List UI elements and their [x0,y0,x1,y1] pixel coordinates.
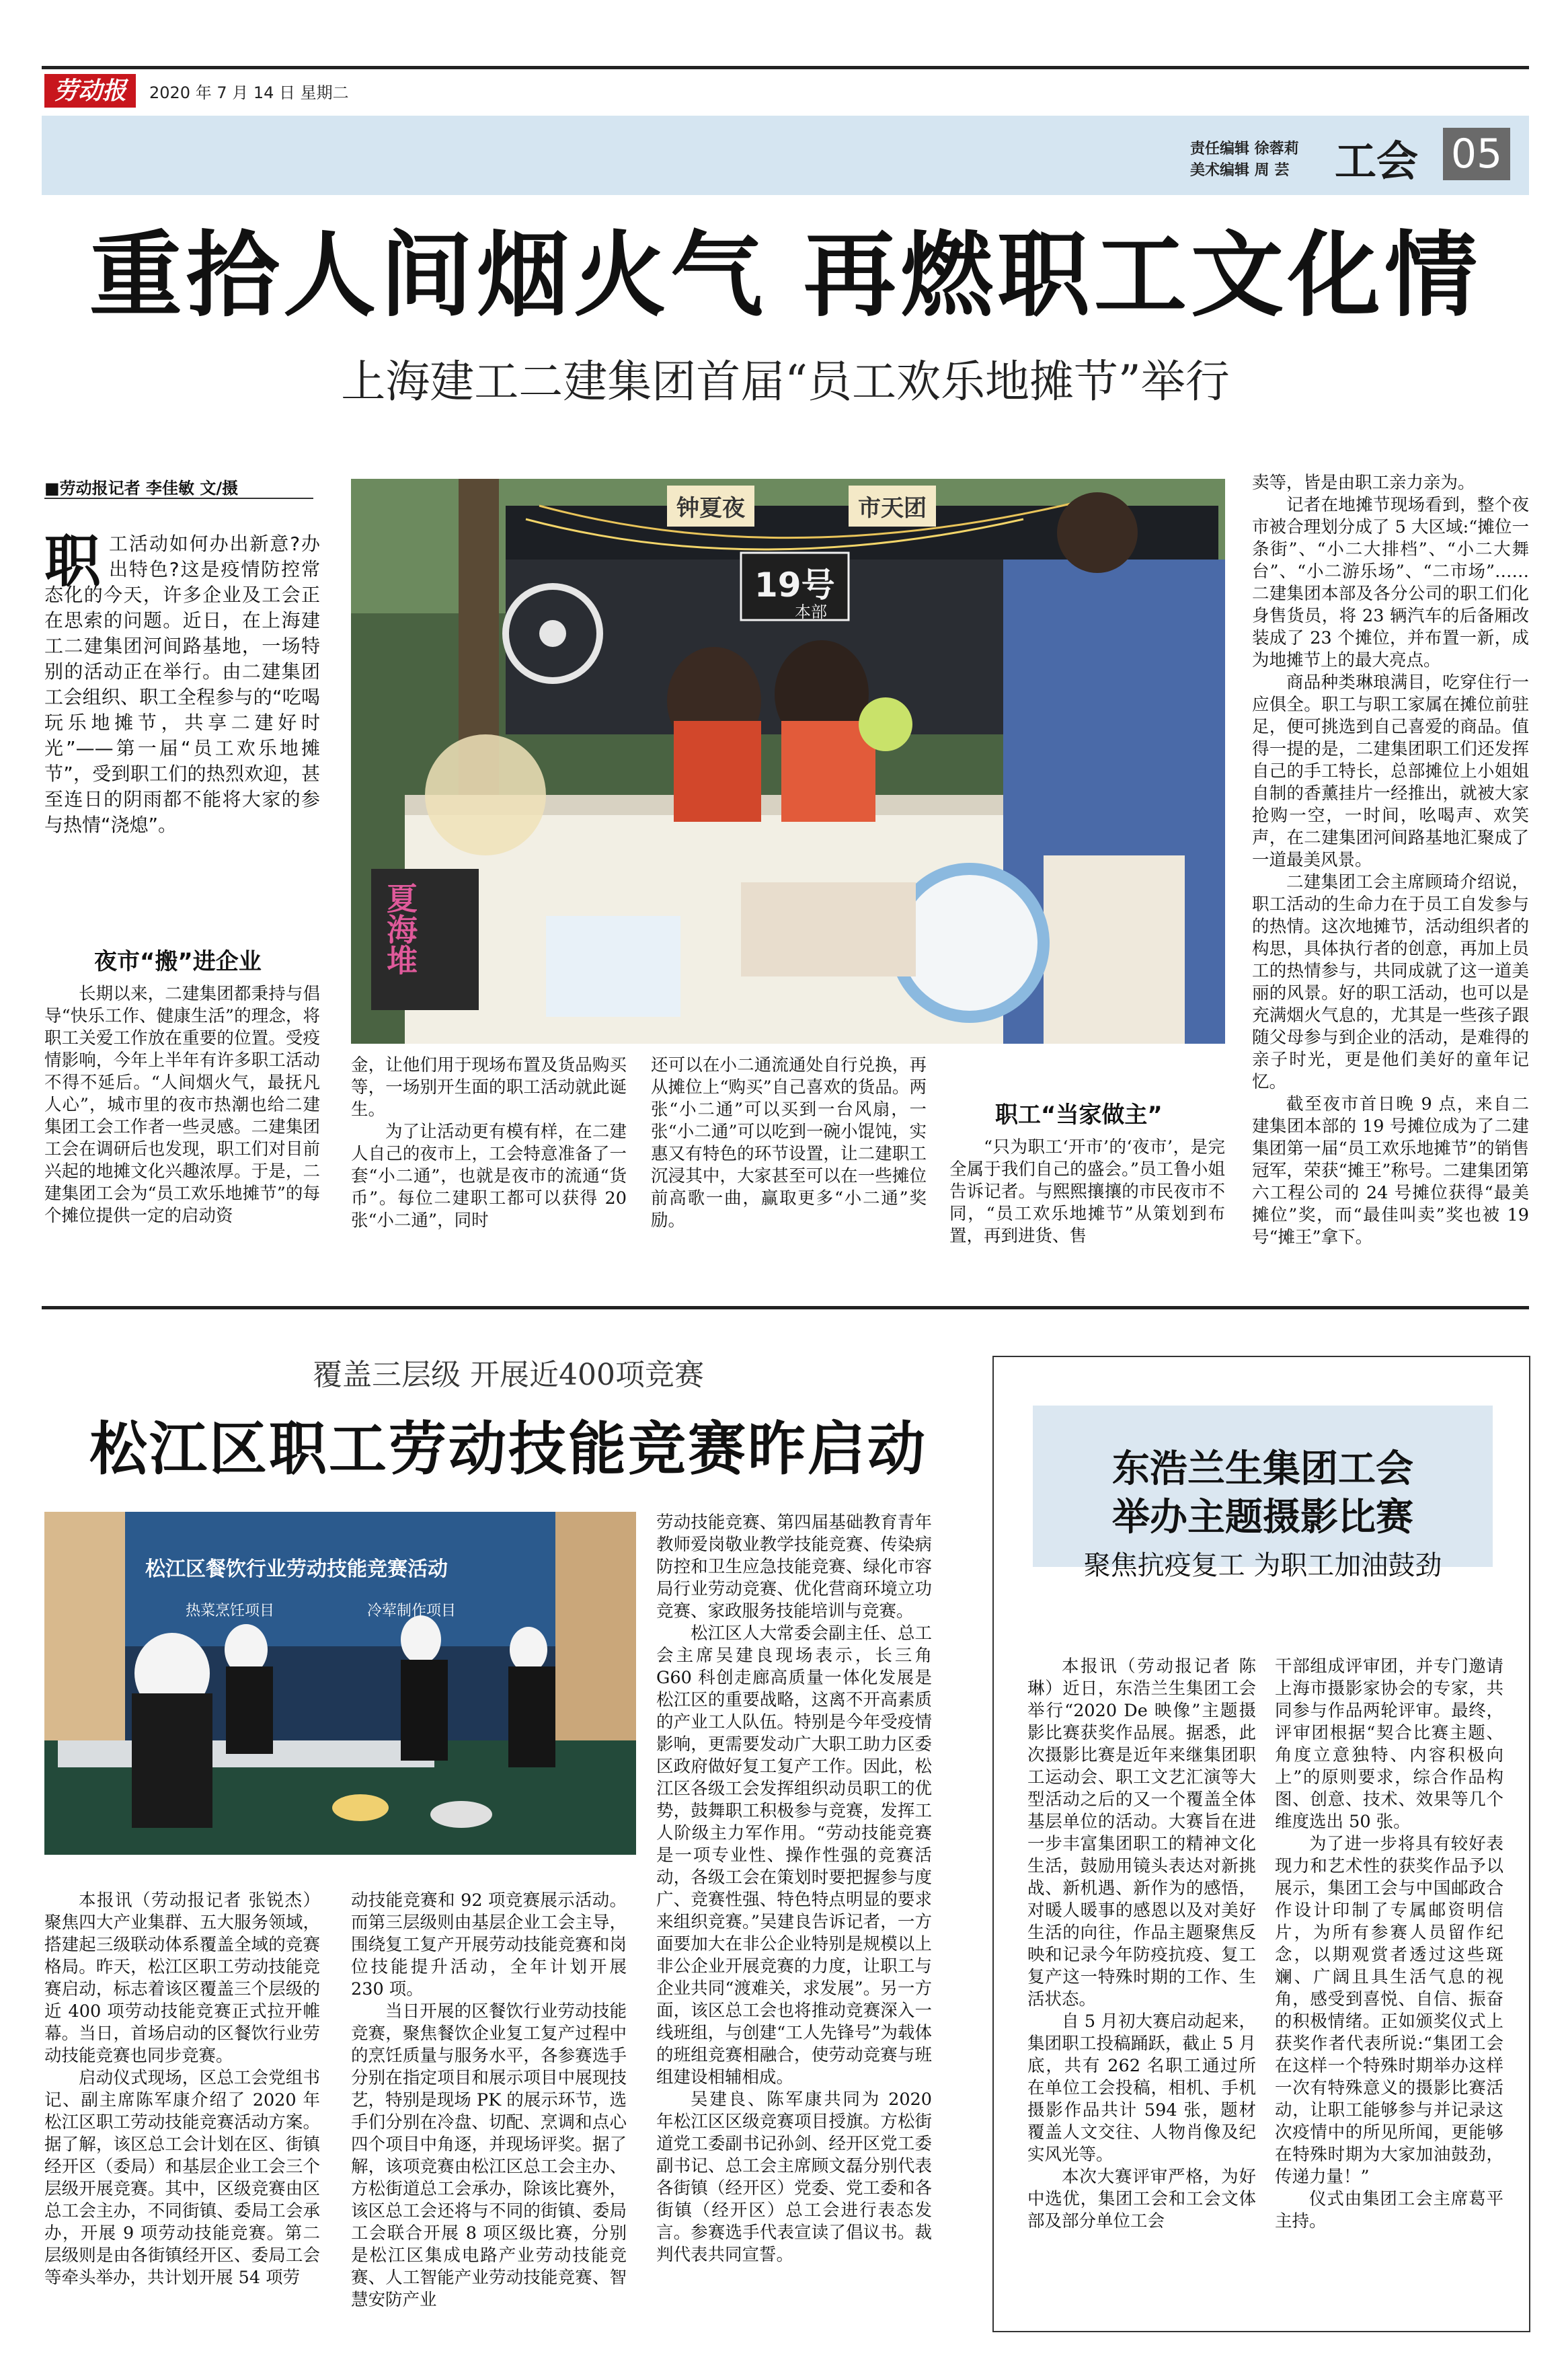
contest-screen-title: 松江区餐饮行业劳动技能竞赛活动 [145,1558,448,1581]
lead-headline: 重拾人间烟火气 再燃职工文化情 [89,221,1482,330]
editor-line-2: 美术编辑 周 芸 [1190,162,1290,179]
article2-kicker: 覆盖三层级 开展近400项竞赛 [313,1358,704,1392]
article3-headline-2: 举办主题摄影比赛 [1112,1496,1413,1539]
contest-screen-item-1: 冷荤制作项目 [367,1603,457,1619]
lead-col-3 [651,1054,927,1299]
photo-sign-1: 钟夏夜 [667,486,754,527]
drop-cap: 职 [44,529,102,594]
lead-col-5-text-e: 截至夜市首日晚 9 点，来自二建集团本部的 19 号摊位成为了二建集团第一届“员工欢乐地摊节”的销售冠军，荣获“摊王”称号。二建集团第六工程公司的 24 号摊位获得“最美摊位”奖，而“最佳叫卖”奖也被 19 号“摊王”拿下。 [1252,1094,1529,1247]
article2-col-1 [44,1890,320,2334]
lead-intro [44,531,320,838]
article2-col-3-text-c: 吴建良、陈军康共同为 2020 年松江区区级竞赛项目授旗。方松街道党工委副书记孙剑、经开区党工委副书记、总工会主席顾文磊分别代表各街镇（经开区）党委、党工委和各街镇（经开区）总工会进行表态发言。参赛选手代表宣读了倡议书。裁判代表共同宣誓。 [656,2089,932,2265]
page-number: 05 [1443,128,1510,180]
date-line: 2020 年 7 月 14 日 星期二 [149,83,349,102]
photo-sign-3: 19号 [754,566,835,605]
article3-headline-1: 东浩兰生集团工会 [1112,1447,1413,1491]
lead-col-5-text-d: 二建集团工会主席顾琦介绍说，职工活动的生命力在于员工自发参与的热情。这次地摊节，活动组织者的构思，具体执行者的创意，再加上员工的热情参与，共同成就了这一道美丽的风景。好的职工活动，也可以是充满烟火气息的，尤其是一些孩子跟随父母参与到企业的活动，是难得的亲子时光，更是他们美好的童年记忆。 [1252,872,1529,1092]
article2-headline: 松江区职工劳动技能竞赛昨启动 [89,1416,927,1483]
article2-col-2-text: 动技能竞赛和 92 项竞赛展示活动。而第三层级则由基层企业工会主导，围绕复工复产开展劳动技能竞赛和岗位技能提升活动，全年计划开展 230 项。 [351,1890,627,1999]
lead-subhead-2: 职工“当家做主” [995,1102,1163,1128]
lead-col-5-text-a: 卖等，皆是由职工亲力亲为。 [1252,473,1475,493]
contest-screen-item-2: 热菜烹饪项目 [186,1603,275,1619]
article2-col-3 [656,1512,932,2334]
photo-sign-2: 市天团 [849,486,936,527]
lead-subhead-1: 夜市“搬”进企业 [94,948,262,975]
lead-col-5 [1252,472,1529,1301]
article3-col-2 [1275,1656,1503,2321]
article2-col-1-text: 本报讯（劳动报记者 张锐杰）聚焦四大产业集群、五大服务领域，搭建起三级联动体系覆盖全域的竞赛格局。昨天，松江区职工劳动技能竞赛启动，标志着该区覆盖三个层级的近 400 项劳动技能竞赛正式拉开帷幕。当日，首场启动的区餐饮行业劳动技能竞赛也同步竞赛。 [44,1890,320,2066]
article3-col-1-text: 本报讯（劳动报记者 陈琳）近日，东浩兰生集团工会举行“2020 De 映像”主题摄影比赛获奖作品展。据悉，此次摄影比赛是近年来继集团职工运动会、职工文艺汇演等大型活动之后的又一个覆盖全体基层单位的活动。大赛旨在进一步丰富集团职工的精神文化生活，鼓励用镜头表达对新挑战、新机遇、新作为的感悟，对暖人暖事的感恩以及对美好生活的向往，作品主题聚焦反映和记录今年防疫抗疫、复工复产这一特殊时期的工作、生活状态。 [1027,1656,1256,2009]
lead-col-2-text-a: 金，让他们用于现场布置及货品购买等，一场别开生面的职工活动就此诞生。 [351,1055,627,1120]
article3-subheadline: 聚焦抗疫复工 为职工加油鼓劲 [1083,1550,1442,1581]
article3-col-1-text-b: 自 5 月初大赛启动起来，集团职工投稿踊跃，截止 5 月底，共有 262 名职工通过所在单位工会投稿，相机、手机摄影作品共计 594 张，题材覆盖人文交往、人物肖像及纪实风光等。 [1027,2011,1256,2165]
article3-col-1 [1027,1656,1256,2321]
article2-col-3-text: 劳动技能竞赛、第四届基础教育青年教师爱岗敬业教学技能竞赛、传染病防控和卫生应急技能竞赛、绿化市容局行业劳动竞赛、优化营商环境立功竞赛、家政服务技能培训与竞赛。 [656,1512,932,1621]
byline-rule [44,498,313,499]
lead-col-1-text: 长期以来，二建集团都秉持与倡导“快乐工作、健康生活”的理念，将职工关爱工作放在重要的位置。受疫情影响，今年上半年有许多职工活动不得不延后。“人间烟火气，最抚凡人心”，城市里的夜市热潮也给二建集团工会工作者一些灵感。二建集团工会在调研后也发现，职工们对目前兴起的地摊文化兴趣浓厚。于是，二建集团工会为“员工欢乐地摊节”的每个摊位提供一定的启动资 [44,984,320,1226]
lead-col-3-text: 还可以在小二通流通处自行兑换，再从摊位上“购买”自己喜欢的货品。两张“小二通”可以买到一台风扇，一张“小二通”可以吃到一碗小馄饨，实惠又有特色的环节设置，让二建职工沉浸其中，大家甚至可以在一些摊位前高歌一曲，赢取更多“小二通”奖励。 [651,1055,927,1231]
editor-line-1: 责任编辑 徐蓉莉 [1190,141,1299,157]
lead-byline: ■劳动报记者 李佳敏 文/摄 [44,479,239,498]
lead-col-1 [44,983,320,1299]
photo-sign-4: 本部 [795,603,827,621]
lead-col-2-text-b: 为了让活动更有模有样，在二建人自己的夜市上，工会特意准备了一套“小二通”，也就是夜市的流通“货币”。每位二建职工都可以获得 20 张“小二通”，同时 [351,1122,627,1231]
article2-col-1-text-b: 启动仪式现场，区总工会党组书记、副主席陈军康介绍了 2020 年松江区职工劳动技能竞赛活动方案。据了解，该区总工会计划在区、街镇经开区（委局）和基层企业工会三个层级开展竞赛。其中，区级竞赛由区总工会主办，不同街镇、委局工会承办，开展 9 项劳动技能竞赛。第二层级则是由各街镇经开区、委局工会等牵头举办，共计划开展 54 项劳 [44,2068,320,2288]
article2-col-3-text-b: 松江区人大常委会副主任、总工会主席吴建良现场表示，长三角 G60 科创走廊高质量一体化发展是松江区的重要战略，这离不开高素质的产业工人队伍。特别是今年受疫情影响，更需要发动广大职工助力区委区政府做好复工复产工作。因此，松江区各级工会发挥组织动员职工的优势，鼓舞职工积极参与竞赛，发挥工人阶级主力军作用。“劳动技能竞赛是一项专业性、操作性强的竞赛活动，各级工会在策划时要把握参与度广、竞赛性强、特色特点明显的要求来组织竞赛。”吴建良告诉记者，一方面要加大在非公企业特别是规模以上非公企业开展竞赛的力度，让职工与企业共同“渡难关，求发展”。另一方面，该区总工会也将推动竞赛深入一线班组，与创建“工人先锋号”为载体的班组竞赛相融合，使劳动竞赛与班组建设相辅相成。 [656,1623,932,2087]
article3-col-2-text-c: 仪式由集团工会主席葛平主持。 [1275,2189,1503,2231]
logo: 劳动报 [44,74,136,108]
top-rule [42,66,1529,69]
article3-col-2-text-b: 为了进一步将具有较好表现力和艺术性的获奖作品予以展示，集团工会与中国邮政合作设计印制了专属邮资明信片，为所有参赛人员留作纪念，以期观赏者透过这些斑斓、广阔且具生活气息的视角，感受到喜悦、自信、振奋的积极情绪。正如颁奖仪式上获奖作者代表所说:“集团工会在这样一个特殊时期举办这样一次有特殊意义的摄影比赛活动，让职工能够参与并记录这次疫情中的所见所闻，更能够在特殊时期为大家加油鼓劲，传递力量！” [1275,1834,1503,2187]
lead-intro-text: 工活动如何办出新意?办出特色?这是疫情防控常态化的今天，许多企业及工会正在思索的问题。近日，在上海建工二建集团河间路基地，一场特别的活动正在举行。由二建集团工会组织、职工全程参与的“吃喝玩乐地摊节，共享二建好时光”——第一届“员工欢乐地摊节”，受到职工们的热烈欢迎，甚至连日的阴雨都不能将大家的参与热情“浇熄”。 [44,533,320,836]
article3-col-2-text: 干部组成评审团，并专门邀请上海市摄影家协会的专家，共同参与作品两轮评审。最终，评审团根据“契合比赛主题、角度立意独特、内容积极向上”的原则要求，综合作品构图、创意、技术、效果等几个维度选出 50 张。 [1275,1656,1503,1832]
night-market-photo [351,479,1225,1044]
lead-col-2 [351,1054,627,1299]
lead-col-4-text: “只为职工‘开市’的‘夜市’，是完全属于我们自己的盛会。”员工鲁小姐告诉记者。与熙熙攘攘的市民夜市不同，“员工欢乐地摊节”从策划到布置，再到进货、售 [949,1137,1225,1246]
photo-banner: 夏海堆 [382,882,418,975]
lead-col-5-text-b: 记者在地摊节现场看到，整个夜市被合理划分成了 5 大区域:“摊位一条街”、“小二大排档”、“小二大舞台”、“小二游乐场”、“二市场”……二建集团本部及各分公司的职工们化身售货员，将 23 辆汽车的后备厢改装成了 23 个摊位，并布置一新，成为地摊节上的最大亮点。 [1252,495,1529,670]
lead-col-4 [949,1137,1225,1299]
cooking-contest-photo [44,1512,636,1855]
article3-col-1-text-c: 本次大赛评审严格，为好中选优，集团工会和工会文体部及部分单位工会 [1027,2167,1256,2231]
lead-col-5-text-c: 商品种类琳琅满目，吃穿住行一应俱全。职工与职工家属在摊位前驻足，便可挑选到自己喜爱的商品。值得一提的是，二建集团职工们还发挥自己的手工特长，总部摊位上小姐姐自制的香薰挂片一经推出，就被大家抢购一空，一时间，吆喝声、欢笑声，在二建集团河间路基地汇聚成了一道最美风景。 [1252,673,1529,870]
article2-col-2-text-b: 当日开展的区餐饮行业劳动技能竞赛，聚焦餐饮企业复工复产过程中的烹饪质量与服务水平，各参赛选手分别在指定项目和展示项目中展现技艺，特别是现场 PK 的展示环节，选手们分别在冷盘、切配、烹调和点心四个项目中角逐，并现场评奖。据了解，该项竞赛由松江区总工会主办、方松街道总工会承办，除该比赛外，该区总工会还将与不同的街镇、委局工会联合开展 8 项区级比赛，分别是松江区集成电路产业劳动技能竞赛、人工智能产业劳动技能竞赛、智慧安防产业 [351,2001,627,2310]
article2-col-2 [351,1890,627,2334]
section-name: 工会 [1335,137,1419,186]
section-divider [42,1306,1529,1309]
lead-subheadline: 上海建工二建集团首届“员工欢乐地摊节”举行 [341,356,1230,408]
header-band [42,116,1529,195]
